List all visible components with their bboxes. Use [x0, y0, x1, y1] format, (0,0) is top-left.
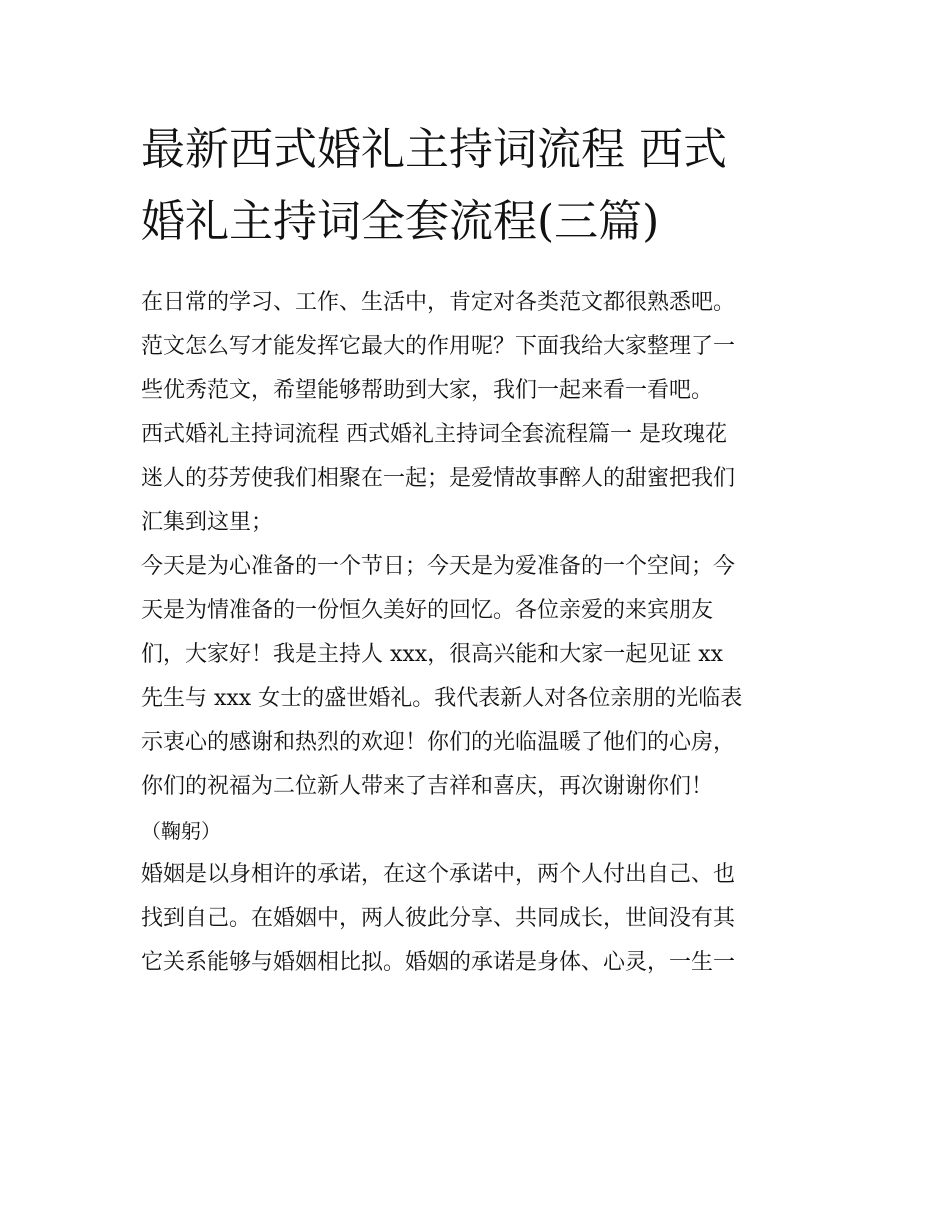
body-line: 天是为情准备的一份恒久美好的回忆。各位亲爱的来宾朋友	[141, 598, 714, 623]
body-line: 婚姻是以身相许的承诺，在这个承诺中，两个人付出自己、也	[141, 862, 736, 887]
title-line-2: 婚礼主持词全套流程(三篇)	[141, 196, 660, 247]
body-line: 范文怎么写才能发挥它最大的作用呢？下面我给大家整理了一	[141, 334, 736, 359]
body-line: 你们的祝福为二位新人带来了吉祥和喜庆，再次谢谢你们！	[141, 774, 714, 799]
body-line: 找到自己。在婚姻中，两人彼此分享、共同成长，世间没有其	[141, 906, 736, 931]
body-line: 些优秀范文，希望能够帮助到大家，我们一起来看一看吧。	[141, 378, 714, 403]
body-line: 们，大家好！我是主持人 xxx，很高兴能和大家一起见证 xx	[141, 642, 724, 667]
body-line: 今天是为心准备的一个节日；今天是为爱准备的一个空间；今	[141, 554, 736, 579]
title-line-1: 最新西式婚礼主持词流程 西式	[141, 124, 727, 175]
body-line: 西式婚礼主持词流程 西式婚礼主持词全套流程篇一 是玫瑰花	[141, 422, 727, 447]
body-line: 它关系能够与婚姻相比拟。婚姻的承诺是身体、心灵，一生一	[141, 950, 736, 975]
document-body	[141, 281, 821, 985]
body-line: 在日常的学习、工作、生活中，肯定对各类范文都很熟悉吧。	[141, 290, 736, 315]
body-line: 先生与 xxx 女士的盛世婚礼。我代表新人对各位亲朋的光临表	[141, 686, 743, 711]
body-line: 迷人的芬芳使我们相聚在一起；是爱情故事醉人的甜蜜把我们	[141, 466, 736, 491]
body-line: 示衷心的感谢和热烈的欢迎！你们的光临温暖了他们的心房，	[141, 730, 736, 755]
body-line: （鞠躬）	[141, 819, 221, 843]
document-title	[141, 114, 821, 258]
body-line: 汇集到这里；	[141, 510, 274, 535]
